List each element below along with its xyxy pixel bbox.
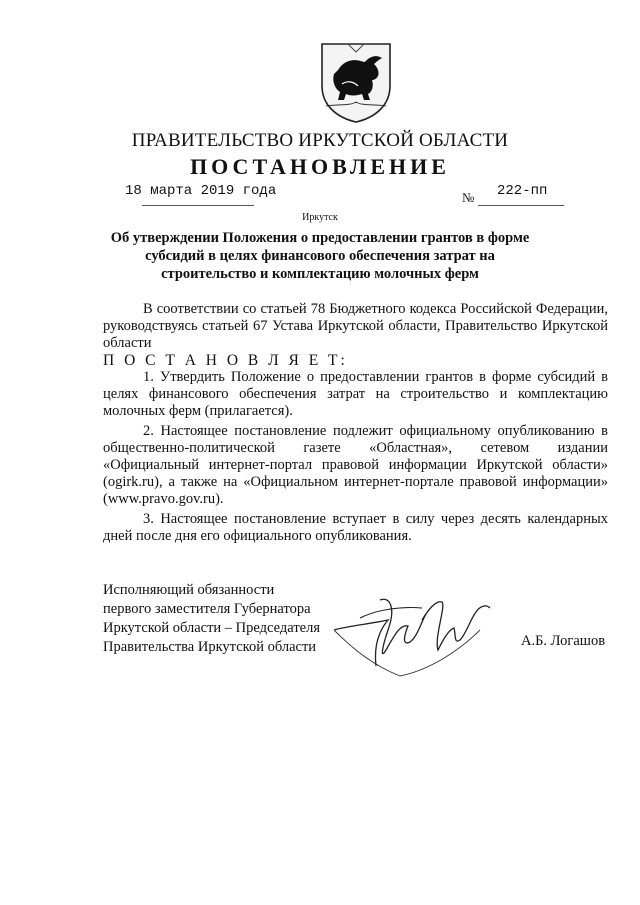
preamble: В соответствии со статьей 78 Бюджетного кодекса Российской Федерации, руководствуясь статьей 67 Устава Иркутской области, Правительство Иркутской области bbox=[103, 301, 608, 351]
signer-position-line: Исполняющий обязанности bbox=[103, 582, 275, 598]
document-type: ПОСТАНОВЛЕНИЕ bbox=[190, 154, 450, 179]
item-2: 2. Настоящее постановление подлежит официальному опубликованию в общественно-политической газете «Областная», сетевом издании «Официальный интернет-портал правовой информации Иркутской области» (ogirk.ru), а также на «Официальном интернет-портале правовой информации» (www.pravo.gov.ru). bbox=[103, 423, 608, 507]
document-body bbox=[103, 301, 608, 545]
document-number: 222-пп bbox=[497, 183, 548, 199]
document-date: 18 марта 2019 года bbox=[125, 183, 277, 199]
document-title: Об утверждении Положения о предоставлении грантов в форме субсидий в целях финансового обеспечения затрат на строительство и комплектацию молочных ферм bbox=[110, 230, 530, 282]
number-underline bbox=[478, 205, 564, 206]
signer-name: А.Б. Логашов bbox=[521, 633, 606, 649]
government-name: ПРАВИТЕЛЬСТВО ИРКУТСКОЙ ОБЛАСТИ bbox=[131, 130, 509, 151]
coat-of-arms-icon bbox=[318, 40, 394, 124]
date-underline bbox=[142, 205, 254, 206]
resolves-heading: П О С Т А Н О В Л Я Е Т: bbox=[103, 352, 348, 369]
signer-position-line: Иркутской области – Председателя bbox=[103, 620, 320, 636]
signer-position-line: Правительства Иркутской области bbox=[103, 639, 317, 655]
signer-position-line: первого заместителя Губернатора bbox=[103, 601, 311, 617]
item-1: 1. Утвердить Положение о предоставлении грантов в форме субсидий в целях финансового обеспечения затрат на строительство и комплектацию молочных ферм (прилагается). bbox=[103, 369, 608, 419]
number-sign: № bbox=[462, 190, 475, 205]
item-3: 3. Настоящее постановление вступает в силу через десять календарных дней после дня его официального опубликования. bbox=[103, 511, 608, 544]
handwritten-signature bbox=[330, 590, 500, 680]
city: Иркутск bbox=[302, 212, 338, 223]
signer-position bbox=[103, 581, 320, 657]
